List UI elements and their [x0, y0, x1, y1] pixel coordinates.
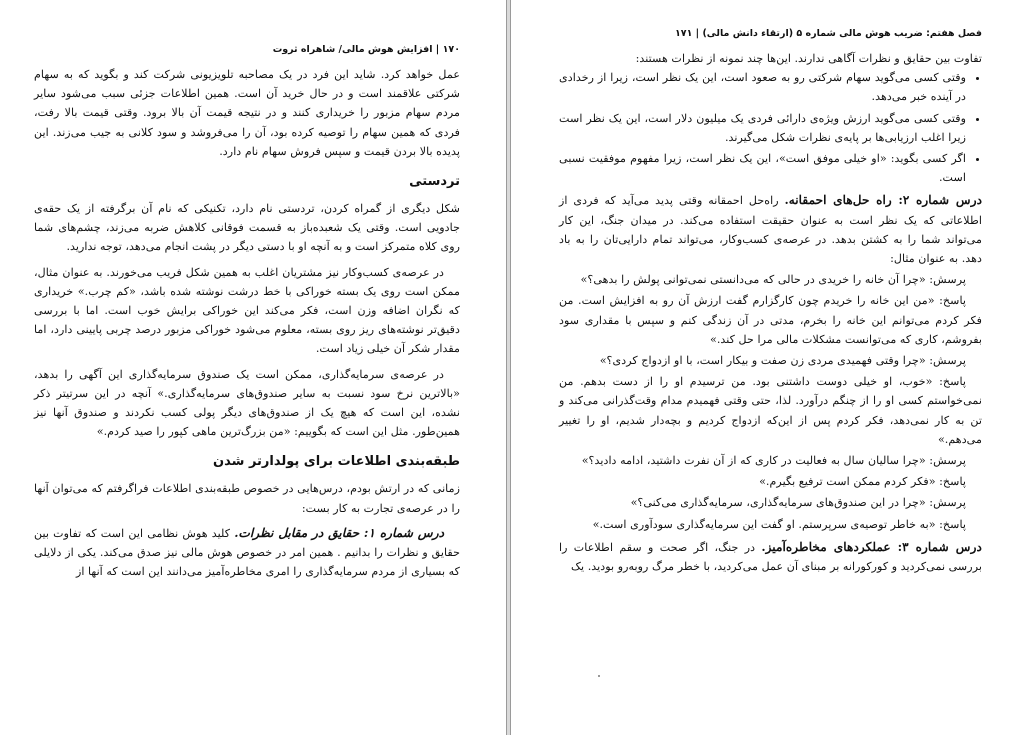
qa-line: پاسخ: «فکر کردم ممکن است ترفیع بگیرم.» [759, 475, 966, 489]
paragraph: تفاوت بین حقایق و نظرات آگاهی ندارند. این‌ها چند نمونه از نظرات هستند: [635, 52, 982, 65]
section-heading: تردستی [409, 174, 460, 190]
lesson-text: کلید هوش نظامی این است که تفاوت بین حقایق و نظرات را بدانیم . همین امر در خصوص هوش مالی نیز صدق می‌کند. یکی از دلایلی که بسیاری از مردم سرمایه‌گذاری را امری مخاطره‌آمیز می‌دانند این است که آنها از [34, 526, 460, 579]
lesson-paragraph [559, 191, 982, 268]
lesson-title: درس شماره ۱: حقایق در مقابل نظرات. [234, 525, 445, 540]
paragraph: زمانی که در ارتش بودم، درس‌هایی در خصوص طبقه‌بندی اطلاعات فراگرفتم که می‌توان آنها را در عرصه‌ی تجارت به کار بست: [34, 482, 460, 515]
lesson-title: درس شماره ۲: راه حل‌های احمقانه. [784, 193, 983, 208]
left-page-content [34, 44, 460, 581]
lesson-text: در جنگ، اگر صحت و سقم اطلاعات را بررسی نمی‌کردید و کورکورانه بر مبنای آن عمل می‌کردید، با خطر مرگ روبه‌رو بودید. یک [559, 540, 982, 574]
paragraph: در عرصه‌ی سرمایه‌گذاری، ممکن است یک صندوق سرمایه‌گذاری این آگهی را بدهد، «بالاترین نرخ سود نسبت به سایر صندوق‌های سرمایه‌گذاری.» آنچه در این سرتیتر ذکر نشده، این است که هیچ یک از صندوق‌های دیگر پولی کسب نکردند و صندوق آنها نیز همین‌طور. مثل این است که بگوییم: «من بزرگ‌ترین ماهی کپور را صید کردم.» [34, 367, 460, 439]
running-head: فصل هفتم: ضریب هوش مالی شماره ۵ (ارتقاء دانش مالی) | ۱۷۱ [674, 28, 982, 39]
list-item: • اگر کسی بگوید: «او خیلی موفق است»، این یک نظر است، زیرا مفهوم موفقیت نسبی است. [559, 149, 966, 187]
list-item: • وقتی کسی می‌گوید سهام شرکتی رو به صعود است، این یک نظر است، زیرا از رخدادی در آینده خبر می‌دهد. [559, 68, 966, 106]
list-item: • وقتی کسی می‌گوید ارزش ویژه‌ی دارائی فردی یک میلیون دلار است، این یک نظر است زیرا اغلب ارزیابی‌ها بر پایه‌ی نظرات شکل می‌گیرند. [559, 109, 966, 147]
qa-line: پرسش: «چرا سالیان سال به فعالیت در کاری که از آن نفرت داشتید، ادامه دادید؟» [581, 454, 966, 468]
paragraph: در عرصه‌ی کسب‌وکار نیز مشتریان اغلب به همین شکل فریب می‌خورند. به عنوان مثال، ممکن است روی یک بسته خوراکی با خط درشت نوشته شده باشد، «کم چرب.» خریداری که نگران اضافه وزن است، فکر می‌کند این خوراکی برایش خوب است. اما با بررسی دقیق‌تر نوشته‌های ریز روی بسته، معلوم می‌شود خوراکی مزبور درصد چربی پایینی دارد، اما مقدار شکر آن خیلی زیاد است. [34, 265, 460, 356]
qa-line: پاسخ: «به خاطر توصیه‌ی سرپرستم. او گفت این سرمایه‌گذاری سودآوری است.» [592, 517, 966, 531]
scan-dot [598, 675, 600, 677]
opinion-list [559, 68, 982, 187]
lesson-title: درس شماره ۳: عملکردهای مخاطره‌آمیز. [761, 539, 982, 554]
lesson-paragraph [34, 524, 460, 582]
right-page-content [559, 28, 982, 576]
qa-line: پرسش: «چرا در این صندوق‌های سرمایه‌گذاری، سرمایه‌گذاری می‌کنی؟» [630, 496, 966, 510]
lesson-paragraph [559, 538, 982, 576]
qa-line: پرسش: «چرا آن خانه را خریدی در حالی که می‌دانستی نمی‌توانی پولش را بدهی؟» [580, 273, 966, 287]
qa-line: پاسخ: «خوب، او خیلی دوست داشتنی بود. من ترسیدم او را از دست بدهم. من نمی‌خواستم کسی او را از چنگم درآورد. لذا، حتی وقتی فهمیدم مدام وقت‌گذرانی می‌کند و تن به کار نمی‌دهد، فکر کردم پس از این‌که ازدواج کردیم و بچه‌دار شدیم، او را تغییر می‌دهم.» [559, 375, 982, 446]
paragraph: عمل خواهد کرد. شاید این فرد در یک مصاحبه تلویزیونی شرکت کند و بگوید که به سهام شرکتی علاقمند است و در حال خرید آن است. همین اطلاعات جزئی سبب می‌شود سایر مردم سهام مزبور را خریداری کنند و در نتیجه قیمت آن بالا برود. وقتی قیمت بالا رفت، فردی که همین سهام را توصیه کرده بود، آن را می‌فروشد و سود کلانی به جیب می‌زند. این پدیده بالا بردن قیمت و سپس فروش سهام نام دارد. [34, 68, 460, 158]
qa-line: پاسخ: «من این خانه را خریدم چون کارگزارم گفت ارزش آن رو به افزایش است. من فکر کردم می‌توانم این خانه را بخرم، مدتی در آن زندگی کنم و سپس با مقداری سود بفروشم، کاری که می‌توانست مشکلات مالی مرا حل کند.» [559, 294, 982, 346]
running-head: ۱۷۰ | افزایش هوش مالی/ شاهراه ثروت [272, 44, 460, 55]
qa-line: پرسش: «چرا وقتی فهمیدی مردی زن صفت و بیکار است، با او ازدواج کردی؟» [599, 354, 966, 368]
lesson-text: راه‌حل احمقانه وقتی پدید می‌آید که فردی از اطلاعاتی که یک نظر است به عنوان حقیقت استفاده می‌کند. در میدان جنگ، این کار می‌تواند شما را به کشتن بدهد. در عرصه‌ی کسب‌وکار، می‌تواند تمام دارایی‌تان را به باد دهد. به عنوان مثال: [559, 194, 982, 266]
paragraph: شکل دیگری از گمراه کردن، تردستی نام دارد، تکنیکی که نام آن برگرفته از یک حقه‌ی جادویی است. وقتی یک شعبده‌باز به قسمت فوقانی کلاهش ضربه می‌زند، چشم‌های شما روی کلاه متمرکز است و به آنچه او با دستی دیگر در پشت انجام می‌دهد، توجه ندارید. [34, 202, 460, 254]
right-page [510, 0, 1012, 735]
section-heading: طبقه‌بندی اطلاعات برای پولدارتر شدن [213, 454, 460, 470]
